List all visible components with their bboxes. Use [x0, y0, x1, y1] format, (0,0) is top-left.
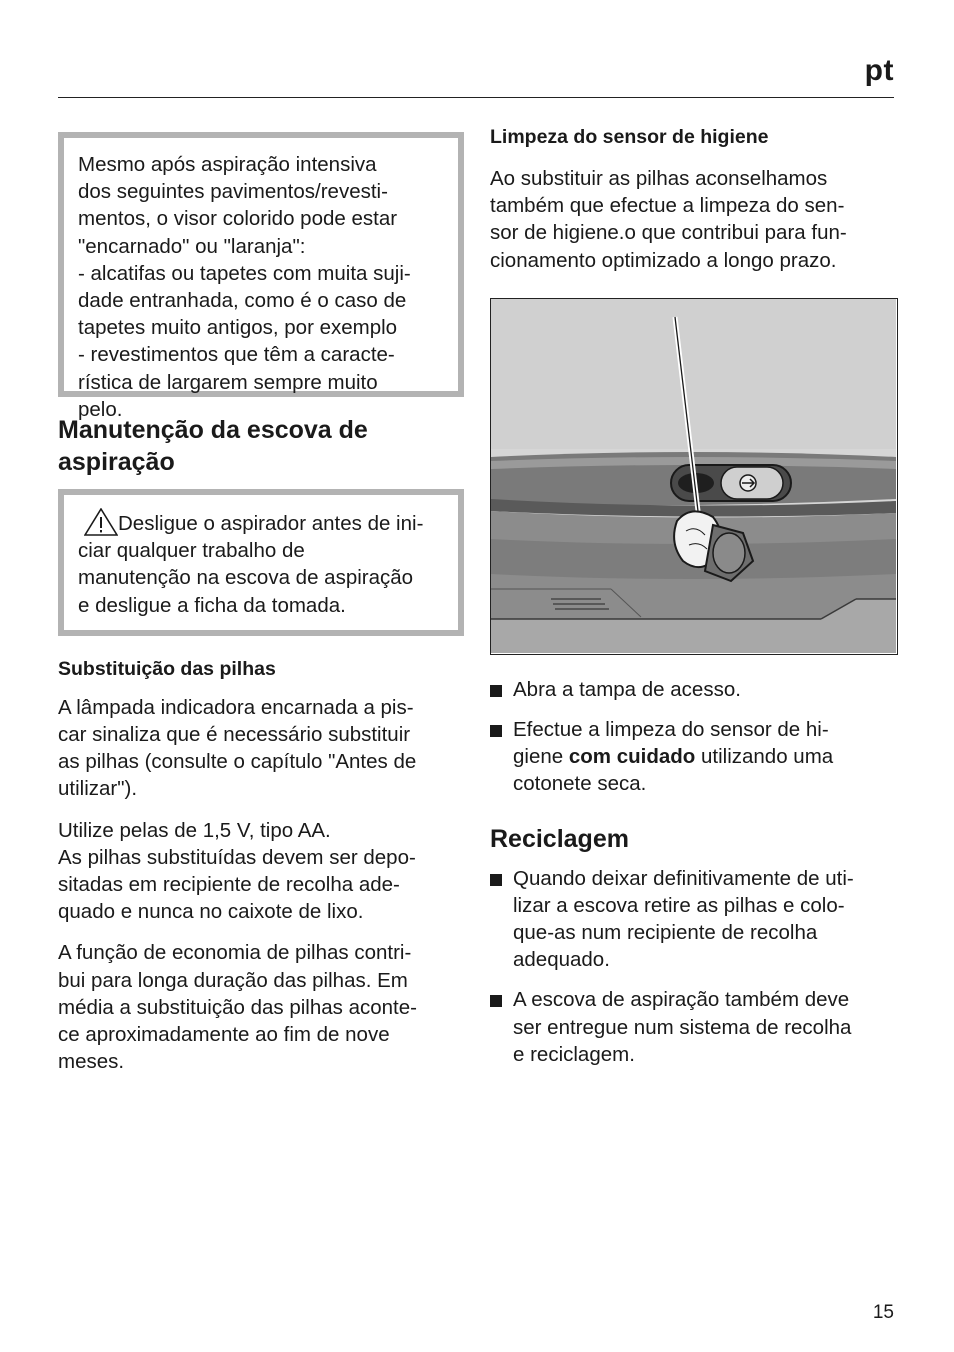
bullet-square-icon	[490, 874, 502, 886]
recycling-list	[490, 865, 898, 1068]
warning-line	[78, 508, 446, 537]
paragraph-hygiene-sensor	[490, 165, 898, 274]
bullet-square-icon	[490, 685, 502, 697]
text-line: sitadas em recipiente de recolha ade-	[58, 873, 400, 897]
list-item	[490, 986, 898, 1068]
bullet-text: adequado.	[513, 948, 610, 972]
text-line: car sinaliza que é necessário substituir	[58, 723, 411, 747]
bullet-text: A escova de aspiração também deve	[513, 988, 850, 1012]
list-item	[490, 716, 898, 798]
bullet-text: Efectue a limpeza do sensor de hi-	[513, 718, 829, 742]
page-number: 15	[872, 1302, 894, 1323]
text-line: Ao substituir as pilhas aconselhamos	[490, 167, 828, 190]
bullet-square-icon	[490, 995, 502, 1007]
bullet-text: e reciclagem.	[513, 1042, 635, 1066]
bullet-text: ser entregue num sistema de recolha	[513, 1015, 852, 1039]
sensor-cleaning-illustration	[490, 298, 898, 655]
heading-line: Manutenção da escova de	[58, 416, 368, 444]
text-line: média a substituição das pilhas aconte-	[58, 995, 417, 1019]
emphasis-text: com cuidado	[568, 745, 696, 769]
subheading-hygiene-sensor: Limpeza do sensor de higiene	[490, 126, 769, 148]
note-line: rística de largarem sempre muito	[78, 370, 378, 394]
brush-sensor-drawing	[491, 299, 896, 653]
warning-line: manutenção na escova de aspiração	[78, 566, 414, 590]
note-line: dade entranhada, como é o caso de	[78, 289, 407, 313]
bullet-text-part: giene	[513, 745, 569, 769]
paragraph-battery-indicator	[58, 694, 464, 803]
text-line: cionamento optimizado a longo prazo.	[490, 248, 837, 272]
bullet-text	[513, 743, 898, 770]
text-line: As pilhas substituídas devem ser depo-	[58, 845, 416, 869]
bullet-text: que-as num recipiente de recolha	[513, 921, 818, 945]
section-heading-maintenance	[58, 414, 464, 478]
text-line: utilizar").	[58, 777, 138, 801]
bullet-text: cotonete seca.	[513, 772, 647, 796]
language-code: pt	[864, 54, 894, 87]
note-line: tapetes muito antigos, por exemplo	[78, 316, 398, 340]
note-line: dos seguintes pavimentos/revesti-	[78, 180, 388, 204]
warning-line: e desligue a ficha da tomada.	[78, 593, 346, 617]
list-item	[490, 676, 898, 703]
text-line: quado e nunca no caixote de lixo.	[58, 900, 364, 924]
list-item	[490, 865, 898, 974]
text-line: Utilize pelas de 1,5 V, tipo AA.	[58, 818, 331, 842]
text-line: A função de economia de pilhas contri-	[58, 941, 412, 965]
warning-box	[58, 489, 464, 636]
text-line: meses.	[58, 1050, 125, 1074]
note-line: - alcatifas ou tapetes com muita suji-	[78, 261, 411, 285]
bullet-text: Quando deixar definitivamente de uti-	[513, 866, 854, 890]
paragraph-battery-type	[58, 817, 464, 926]
note-line: pelo.	[78, 397, 123, 421]
warning-triangle-icon	[84, 508, 118, 536]
bullet-square-icon	[490, 725, 502, 737]
bullet-text: Abra a tampa de acesso.	[513, 677, 741, 701]
header-rule	[58, 97, 894, 98]
right-column	[490, 124, 898, 1068]
subheading-battery-replacement: Substituição das pilhas	[58, 657, 276, 680]
note-line: "encarnado" ou "laranja":	[78, 234, 306, 258]
text-line: bui para longa duração das pilhas. Em	[58, 968, 408, 992]
section-heading-recycling: Reciclagem	[490, 824, 629, 853]
bullet-text-part: utilizando uma	[695, 745, 834, 769]
warning-line: ciar qualquer trabalho de	[78, 539, 305, 563]
text-line: as pilhas (consulte o capítulo "Antes de	[58, 750, 417, 774]
text-line: também que efectue a limpeza do sen-	[490, 194, 845, 218]
heading-line: aspiração	[58, 448, 175, 476]
left-column	[58, 132, 464, 1075]
note-line: Mesmo após aspiração intensiva	[78, 153, 377, 176]
cleaning-steps-list	[490, 676, 898, 798]
bullet-text: lizar a escova retire as pilhas e colo-	[513, 893, 845, 917]
note-line: - revestimentos que têm a caracte-	[78, 343, 395, 367]
text-line: sor de higiene.o que contribui para fun-	[490, 221, 847, 245]
note-line: mentos, o visor colorido pode estar	[78, 207, 398, 231]
text-line: A lâmpada indicadora encarnada a pis-	[58, 695, 414, 719]
text-line: ce aproximadamente ao fim de nove	[58, 1023, 390, 1047]
paragraph-battery-economy	[58, 939, 464, 1075]
note-box	[58, 132, 464, 421]
warning-text: Desligue o aspirador antes de ini-	[118, 512, 424, 535]
